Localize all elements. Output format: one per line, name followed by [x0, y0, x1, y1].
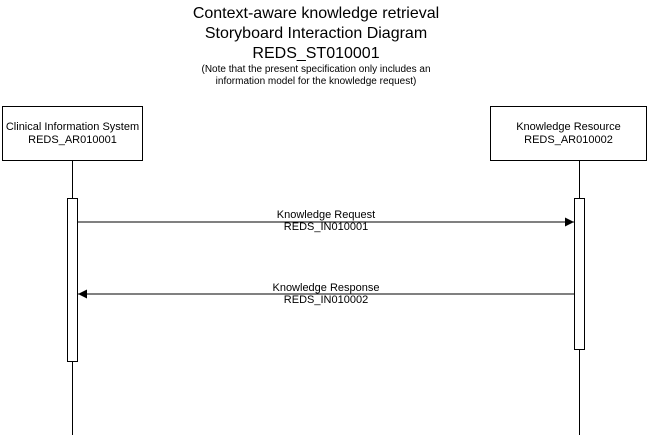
actor-name: Knowledge Resource: [516, 121, 621, 133]
message-label-knowledge-request: [226, 209, 426, 233]
message-id: REDS_IN010001: [283, 221, 369, 233]
diagram-subtitle: Storyboard Interaction Diagram: [204, 25, 428, 42]
diagram-title: Context-aware knowledge retrieval: [192, 5, 440, 22]
message-label-knowledge-response: [226, 282, 426, 306]
diagram-note-line1: (Note that the present specification only includes an: [201, 64, 431, 75]
actor-id: REDS_AR010001: [28, 134, 117, 146]
actor-id: REDS_AR010002: [524, 134, 613, 146]
diagram-note-line2: information model for the knowledge request): [215, 76, 417, 87]
message-name: Knowledge Request: [276, 209, 376, 221]
message-name: Knowledge Response: [272, 282, 380, 294]
message-id: REDS_IN010002: [283, 294, 369, 306]
diagram-id: REDS_ST010001: [252, 45, 380, 62]
actor-name: Clinical Information System: [5, 121, 140, 133]
